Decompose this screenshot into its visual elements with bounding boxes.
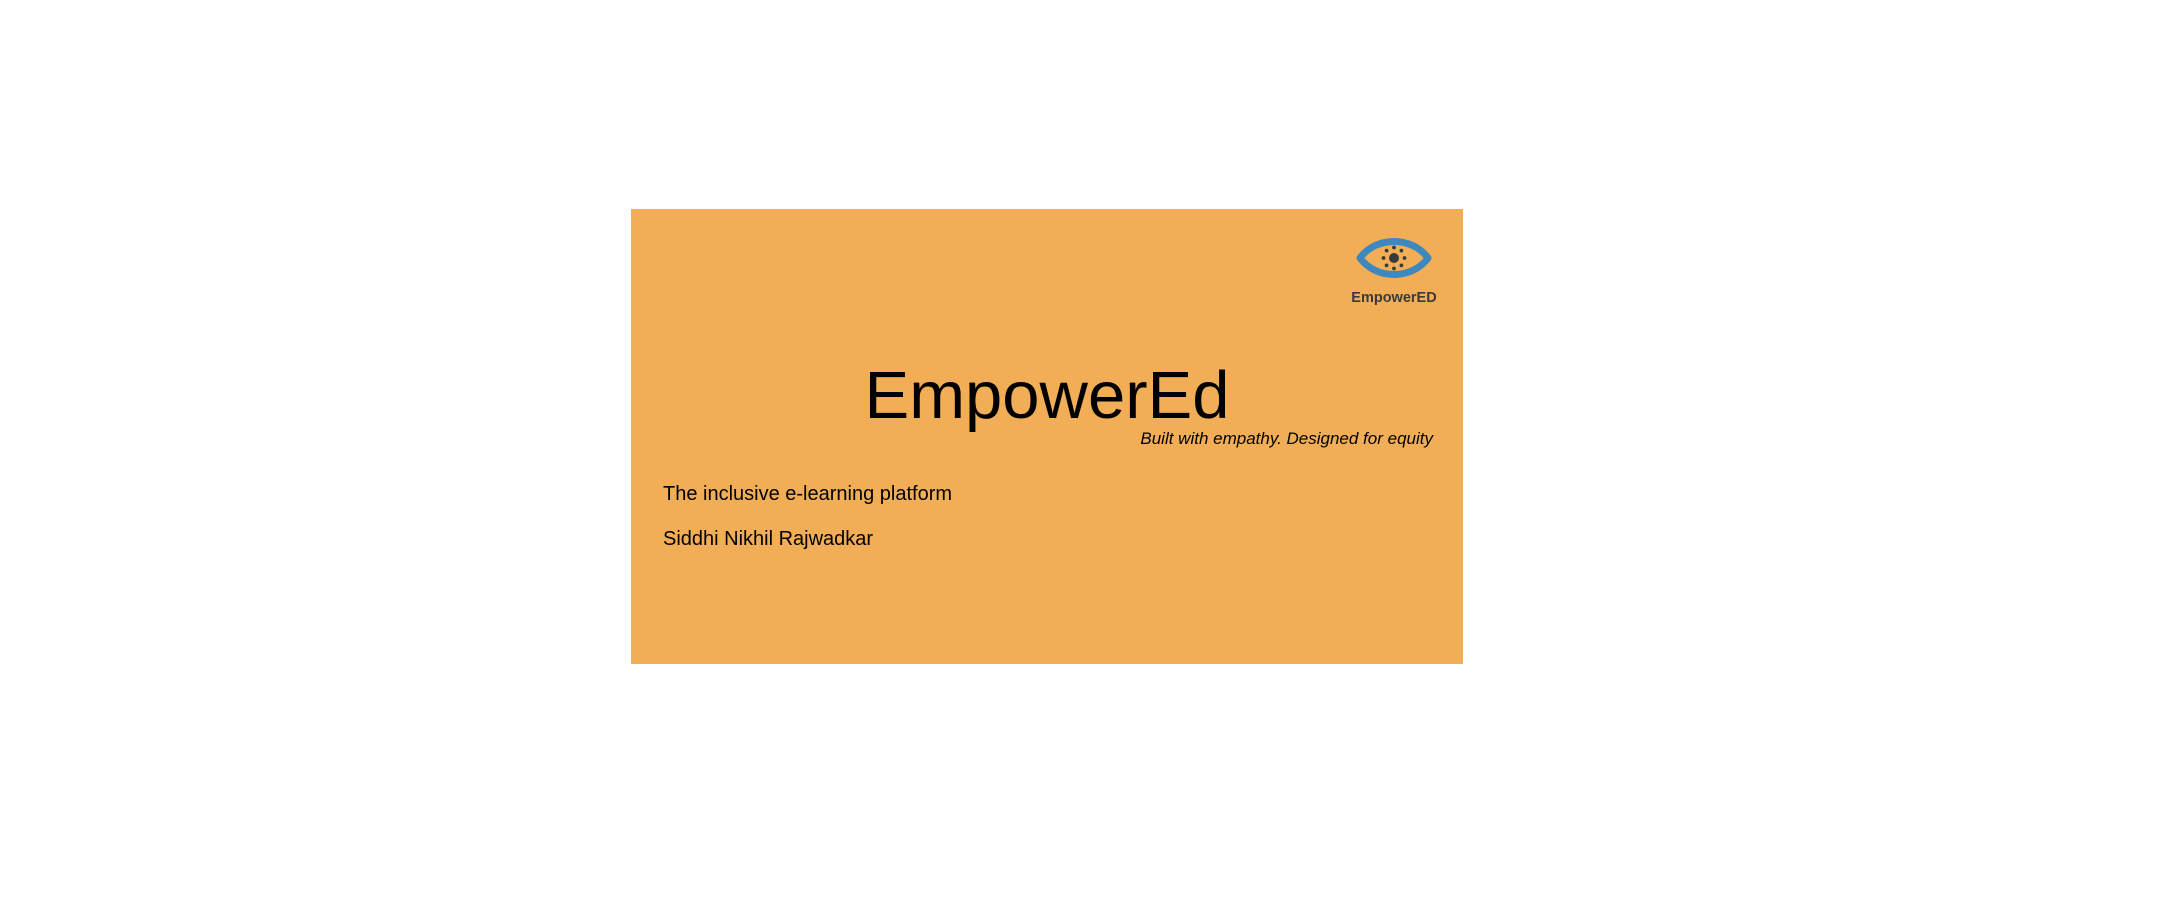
eye-pupil bbox=[1389, 253, 1399, 263]
slide-tagline: Built with empathy. Designed for equity bbox=[1140, 429, 1433, 448]
eye-icon bbox=[1356, 234, 1432, 282]
slide-author: Siddhi Nikhil Rajwadkar bbox=[663, 528, 874, 550]
slide-title: EmpowerEd bbox=[864, 358, 1230, 433]
logo-wordmark: EmpowerED bbox=[1351, 290, 1437, 306]
brand-logo bbox=[1342, 234, 1446, 309]
title-slide bbox=[631, 209, 1463, 664]
slide-subtitle: The inclusive e-learning platform bbox=[663, 483, 953, 505]
